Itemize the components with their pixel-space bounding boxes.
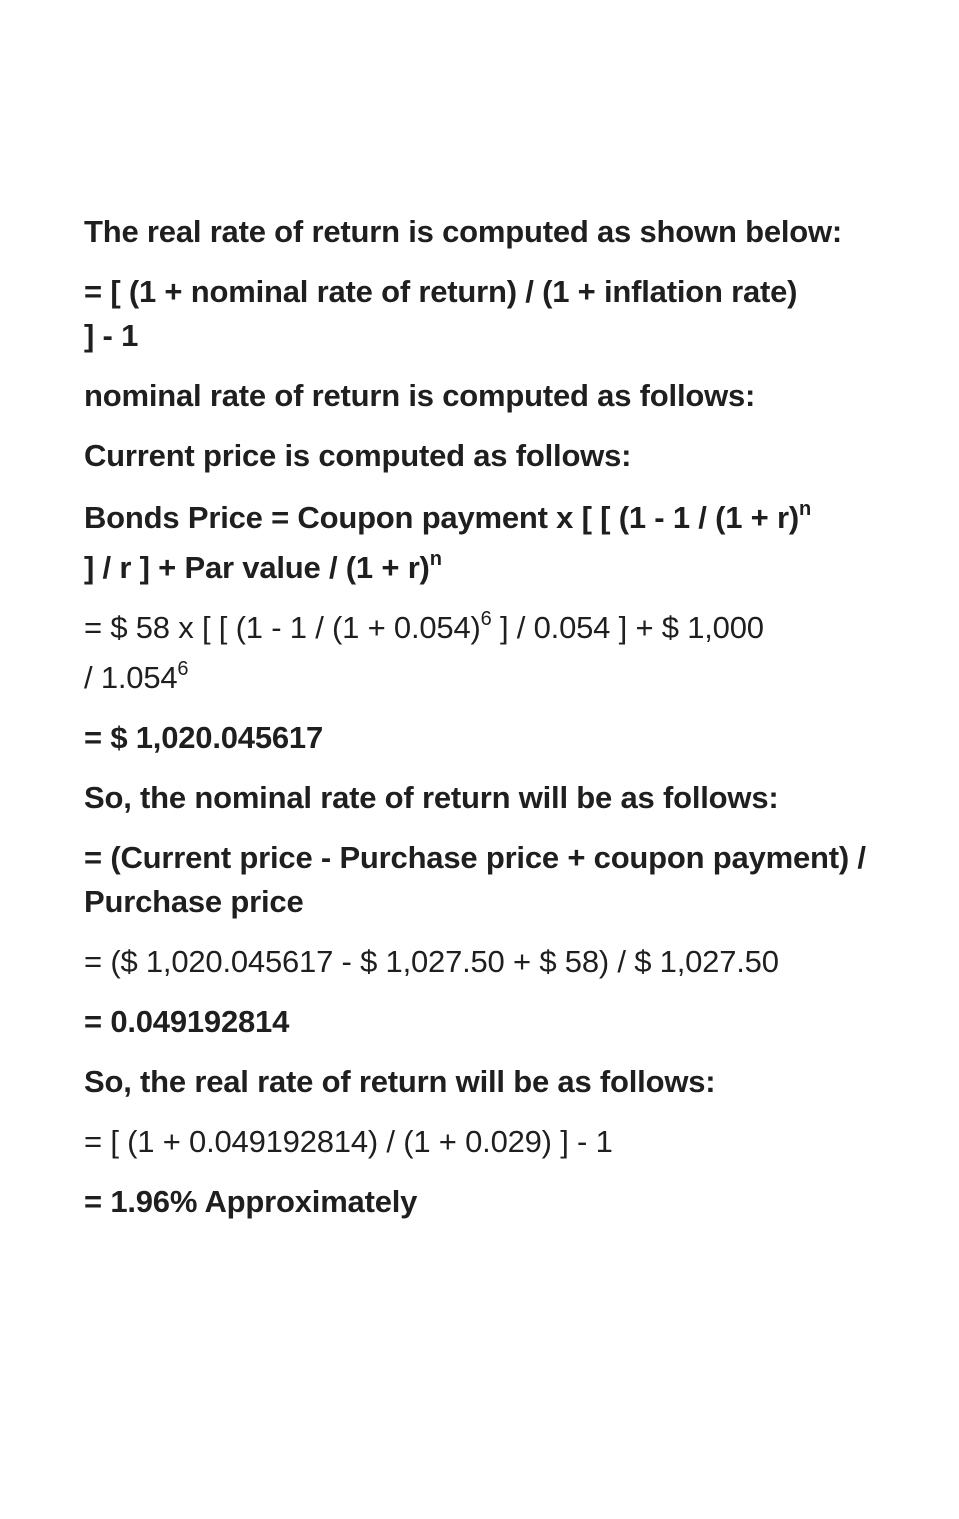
intro-text: The real rate of return is computed as shown below: xyxy=(84,214,843,249)
solution-content xyxy=(84,210,884,1224)
bond-price-result: = $ 1,020.045617 xyxy=(84,720,324,755)
real-rate-intro: So, the real rate of return will be as follows: xyxy=(84,1064,716,1099)
real-rate-result: = 1.96% Approximately xyxy=(84,1184,418,1219)
nominal-rate-result: = 0.049192814 xyxy=(84,1004,290,1039)
bond-price-formula-line-1 xyxy=(84,496,884,540)
real-rate-formula-line-1: = [ (1 + nominal rate of return) / (1 + inflation rate) xyxy=(84,274,798,309)
bond-price-formula-line-2 xyxy=(84,546,884,590)
bond-formula-exponent-1: n xyxy=(799,497,812,520)
bond-calc-exponent-1: 6 xyxy=(480,607,492,630)
current-price-heading: Current price is computed as follows: xyxy=(84,438,632,473)
bond-price-calc-line-1 xyxy=(84,606,884,650)
bond-price-calc-line-2 xyxy=(84,656,884,700)
bond-calc-text-3: / 1.054 xyxy=(84,660,178,695)
bond-calc-exponent-2: 6 xyxy=(177,657,189,680)
real-rate-calc: = [ (1 + 0.049192814) / (1 + 0.029) ] - 1 xyxy=(84,1124,613,1159)
nominal-rate-formula: = (Current price - Purchase price + coupon payment) / Purchase price xyxy=(84,840,866,919)
nominal-rate-intro: So, the nominal rate of return will be as follows: xyxy=(84,780,779,815)
bond-formula-exponent-2: n xyxy=(429,547,442,570)
bond-formula-text-2: ] / r ] + Par value / (1 + r) xyxy=(84,550,430,585)
nominal-rate-heading: nominal rate of return is computed as follows: xyxy=(84,378,756,413)
bond-calc-text-1: = $ 58 x [ [ (1 - 1 / (1 + 0.054) xyxy=(84,610,481,645)
bond-formula-text-1: Bonds Price = Coupon payment x [ [ (1 - 1 / (1 + r) xyxy=(84,500,799,535)
real-rate-formula-line-2: ] - 1 xyxy=(84,318,139,353)
nominal-rate-calc: = ($ 1,020.045617 - $ 1,027.50 + $ 58) / $ 1,027.50 xyxy=(84,944,779,979)
bond-calc-text-2: ] / 0.054 ] + $ 1,000 xyxy=(491,610,764,645)
